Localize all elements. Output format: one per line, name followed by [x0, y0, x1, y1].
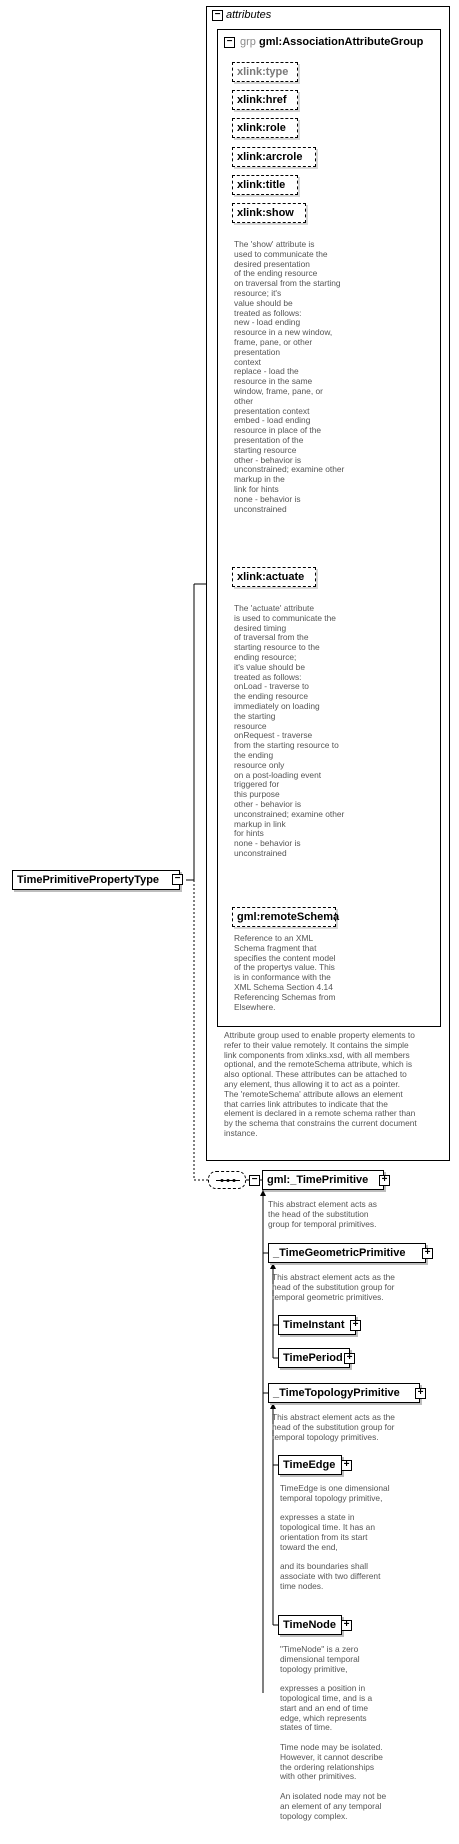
attribute-xlink-role[interactable]	[232, 118, 298, 138]
time-primitive-head-documentation: This abstract element acts as the head of the substitution group for temporal primitives.	[268, 1199, 377, 1229]
attribute-xlink-href[interactable]	[232, 90, 298, 110]
time-instant-label: TimeInstant	[283, 1319, 345, 1331]
attribute-prefix: gml	[237, 911, 257, 923]
plus-box-icon[interactable]: +	[415, 1388, 426, 1399]
attribute-group-label	[240, 35, 423, 49]
time-period-box[interactable]	[278, 1348, 350, 1368]
attribute-prefix: xlink	[237, 66, 263, 78]
attribute-suffix: :role	[262, 122, 286, 134]
root-type-label: TimePrimitivePropertyType	[17, 874, 160, 886]
time-primitive-head-label: gml:_TimePrimitive	[267, 1174, 369, 1186]
time-topology-primitive-documentation: This abstract element acts as the head of the substitution group for temporal topology primitives.	[272, 1412, 395, 1442]
attribute-prefix: xlink	[237, 151, 263, 163]
attribute-suffix: :show	[262, 207, 294, 219]
attribute-prefix: xlink	[237, 122, 263, 134]
minus-box-icon[interactable]: −	[212, 10, 223, 21]
time-node-label: TimeNode	[283, 1619, 336, 1631]
attribute-suffix: :arcrole	[262, 151, 303, 163]
actuate-documentation: The 'actuate' attribute is used to communicate the desired timing of traversal from the starting resource to the ending resource; it's value should be treated as follows: onLoad - traverse to the ending resource immediately on loading the starting resource onRequest - traverse from the starting resource to the ending resource only on a post-loading event triggered for this purpose other - behavior is unconstrained; examine other markup in link for hints none - behavior is unconstrained	[234, 603, 345, 858]
root-type-box[interactable]	[12, 870, 180, 890]
time-topology-primitive-box[interactable]	[268, 1383, 420, 1403]
attribute-prefix: xlink	[237, 94, 263, 106]
plus-box-icon[interactable]: +	[344, 1353, 355, 1364]
plus-box-icon[interactable]: +	[341, 1460, 352, 1471]
attributes-title: attributes	[226, 9, 272, 21]
show-documentation: The 'show' attribute is used to communicate the desired presentation of the ending resource on traversal from the starting resource; it's value should be treated as follows: new - load ending resource in a new window, frame, pane, or other presentation context replace - load the resource in the same window, frame, pane, or other presentation context embed - load ending resource in place of the presentation of the starting resource other - behavior is unconstrained; examine other markup in the link for hints none - behavior is unconstrained	[234, 239, 345, 514]
attribute-suffix: :remoteSchema	[256, 911, 340, 923]
group-name: gml:AssociationAttributeGroup	[258, 36, 424, 48]
plus-box-icon[interactable]: +	[422, 1248, 433, 1259]
attribute-xlink-title[interactable]	[232, 175, 298, 195]
time-topology-primitive-label: _TimeTopologyPrimitive	[273, 1387, 400, 1399]
time-period-label: TimePeriod	[283, 1352, 343, 1364]
time-edge-documentation: TimeEdge is one dimensional temporal topology primitive, expresses a state in topological time. It has an orientation from its start toward the end, and its boundaries shall associate with two different time nodes.	[280, 1483, 390, 1591]
attribute-xlink-show[interactable]	[232, 203, 306, 223]
attribute-prefix: xlink	[237, 179, 263, 191]
minus-box-icon[interactable]: −	[172, 874, 183, 885]
plus-box-icon[interactable]: +	[379, 1175, 390, 1186]
attribute-group-documentation: Attribute group used to enable property elements to refer to their value remotely. It contains the simple link components from xlinks.xsd, with all members optional, and the remoteSchema attribute, which is also optional. These attributes can be attached to any element, thus allowing it to act as a pointer. The 'remoteSchema' attribute allows an element that carries link attributes to indicate that the element is declared in a remote schema rather than by the schema that constrains the current document instance.	[224, 1030, 417, 1138]
minus-box-icon[interactable]: −	[224, 37, 235, 48]
time-geometric-primitive-label: _TimeGeometricPrimitive	[273, 1247, 406, 1259]
attribute-prefix: xlink	[237, 571, 263, 583]
attribute-suffix: :actuate	[262, 571, 305, 583]
time-instant-box[interactable]	[278, 1315, 356, 1335]
time-geometric-primitive-box[interactable]	[268, 1243, 426, 1263]
remoteschema-documentation: Reference to an XML Schema fragment that specifies the content model of the propertys value. This is in conformance with the XML Schema Section 4.14 Referencing Schemas from Elsewhere.	[234, 933, 336, 1012]
attribute-prefix: xlink	[237, 207, 263, 219]
attribute-xlink-type[interactable]	[232, 62, 298, 82]
attribute-suffix: :type	[262, 66, 289, 78]
time-node-documentation: "TimeNode" is a zero dimensional temporal topology primitive, expresses a position in topological time, and is a start and an end of time edge, which represents states of time. Time node may be isolated. However, it cannot describe the ordering relationships with other primitives. An isolated node may not be an element of any temporal topology complex.	[280, 1644, 387, 1821]
time-node-box[interactable]	[278, 1615, 342, 1635]
time-edge-label: TimeEdge	[283, 1459, 336, 1471]
plus-box-icon[interactable]: +	[350, 1320, 361, 1331]
sequence-compositor[interactable]	[208, 1171, 246, 1189]
time-edge-box[interactable]	[278, 1455, 342, 1475]
attribute-suffix: :title	[262, 179, 286, 191]
plus-box-icon[interactable]: +	[341, 1620, 352, 1631]
attribute-gml-remoteschema[interactable]	[232, 907, 340, 927]
attribute-xlink-arcrole[interactable]	[232, 147, 316, 167]
attribute-xlink-actuate[interactable]	[232, 567, 316, 587]
sequence-icon	[216, 1179, 240, 1182]
time-geometric-primitive-documentation: This abstract element acts as the head of the substitution group for temporal geometric primitives.	[272, 1272, 395, 1302]
attribute-suffix: :href	[262, 94, 287, 106]
time-primitive-head-box[interactable]	[262, 1170, 384, 1190]
minus-box-icon[interactable]: −	[249, 1175, 260, 1186]
group-prefix: grp	[240, 36, 256, 48]
